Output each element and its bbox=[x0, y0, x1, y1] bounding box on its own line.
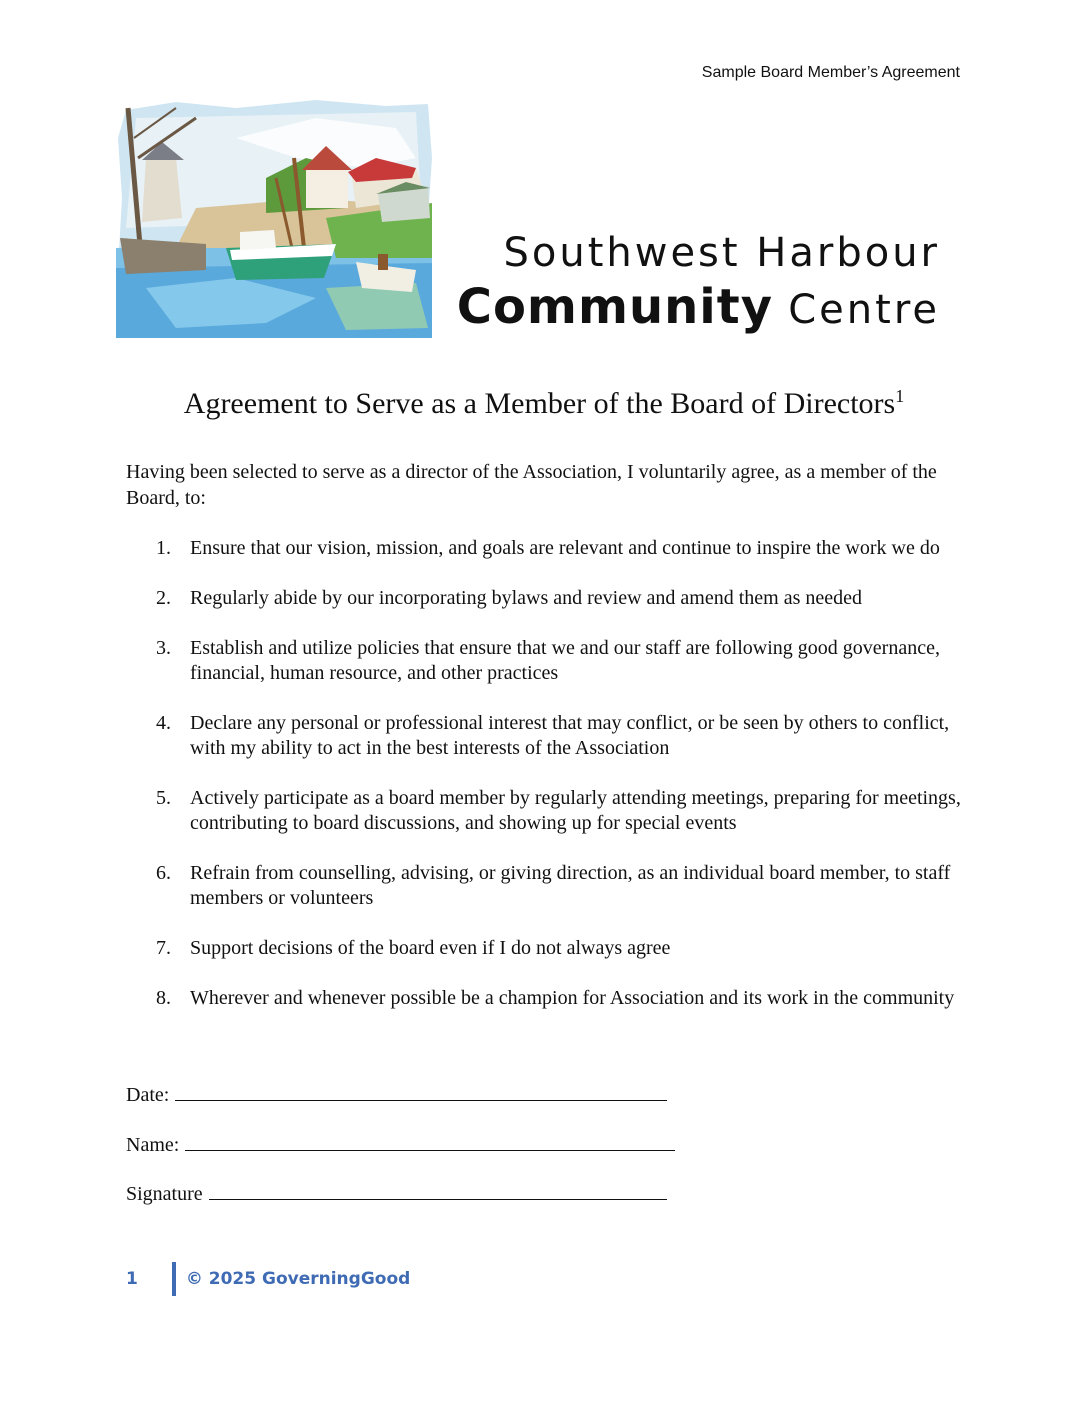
item-text: Wherever and whenever possible be a champion for Association and its work in the community bbox=[190, 987, 955, 1009]
list-item bbox=[126, 861, 966, 911]
list-item bbox=[126, 711, 966, 761]
list-item bbox=[126, 936, 966, 961]
page-footer bbox=[126, 1262, 410, 1296]
intro-paragraph: Having been selected to serve as a director of the Association, I voluntarily agree, as a member of the Board, to: bbox=[126, 461, 937, 509]
date-field bbox=[126, 1084, 667, 1107]
item-number: 6. bbox=[156, 862, 171, 884]
item-number: 3. bbox=[156, 637, 171, 659]
name-label: Name: bbox=[126, 1134, 180, 1156]
item-number: 8. bbox=[156, 987, 171, 1009]
item-text: Declare any personal or professional interest that may conflict, or be seen by others to conflict, with my ability to act in the best interests of the Association bbox=[190, 712, 950, 759]
copyright-notice: © 2025 GoverningGood bbox=[185, 1269, 411, 1289]
document-title-text: Agreement to Serve as a Member of the Board of Directors bbox=[183, 387, 896, 420]
organization-name-bold: Community bbox=[456, 279, 773, 335]
organization-name bbox=[457, 228, 940, 339]
item-number: 5. bbox=[156, 787, 171, 809]
item-text: Establish and utilize policies that ensure that we and our staff are following good governance, financial, human resource, and other practices bbox=[190, 637, 940, 684]
signature-label: Signature bbox=[126, 1183, 203, 1205]
item-text: Ensure that our vision, mission, and goals are relevant and continue to inspire the work we do bbox=[190, 537, 940, 559]
name-field bbox=[126, 1134, 675, 1157]
footer-divider bbox=[172, 1262, 176, 1296]
harbour-illustration bbox=[116, 98, 434, 342]
organization-name-light: Centre bbox=[788, 287, 940, 333]
item-text: Support decisions of the board even if I do not always agree bbox=[190, 937, 671, 959]
footnote-marker: 1 bbox=[895, 386, 905, 406]
document-title bbox=[0, 386, 1088, 421]
item-number: 4. bbox=[156, 712, 171, 734]
list-item bbox=[126, 536, 966, 561]
page-number: 1 bbox=[126, 1269, 138, 1289]
list-item bbox=[126, 986, 966, 1011]
list-item bbox=[126, 586, 966, 611]
organization-name-line1: Southwest Harbour bbox=[503, 230, 940, 276]
item-text: Refrain from counselling, advising, or giving direction, as an individual board member, to staff members or volunteers bbox=[190, 862, 951, 909]
item-number: 7. bbox=[156, 937, 171, 959]
list-item bbox=[126, 636, 966, 686]
commitments-list bbox=[126, 536, 966, 1036]
signature-blank[interactable] bbox=[209, 1183, 667, 1200]
name-blank[interactable] bbox=[185, 1134, 675, 1151]
item-number: 1. bbox=[156, 537, 171, 559]
list-item bbox=[126, 786, 966, 836]
date-label: Date: bbox=[126, 1084, 170, 1106]
item-text: Regularly abide by our incorporating bylaws and review and amend them as needed bbox=[190, 587, 863, 609]
organization-name-line2 bbox=[457, 278, 940, 339]
item-number: 2. bbox=[156, 587, 171, 609]
signature-field bbox=[126, 1183, 667, 1206]
item-text: Actively participate as a board member by regularly attending meetings, preparing for meetings, contributing to board discussions, and showing up for special events bbox=[190, 787, 961, 834]
date-blank[interactable] bbox=[175, 1084, 667, 1101]
running-header: Sample Board Member’s Agreement bbox=[701, 64, 960, 81]
